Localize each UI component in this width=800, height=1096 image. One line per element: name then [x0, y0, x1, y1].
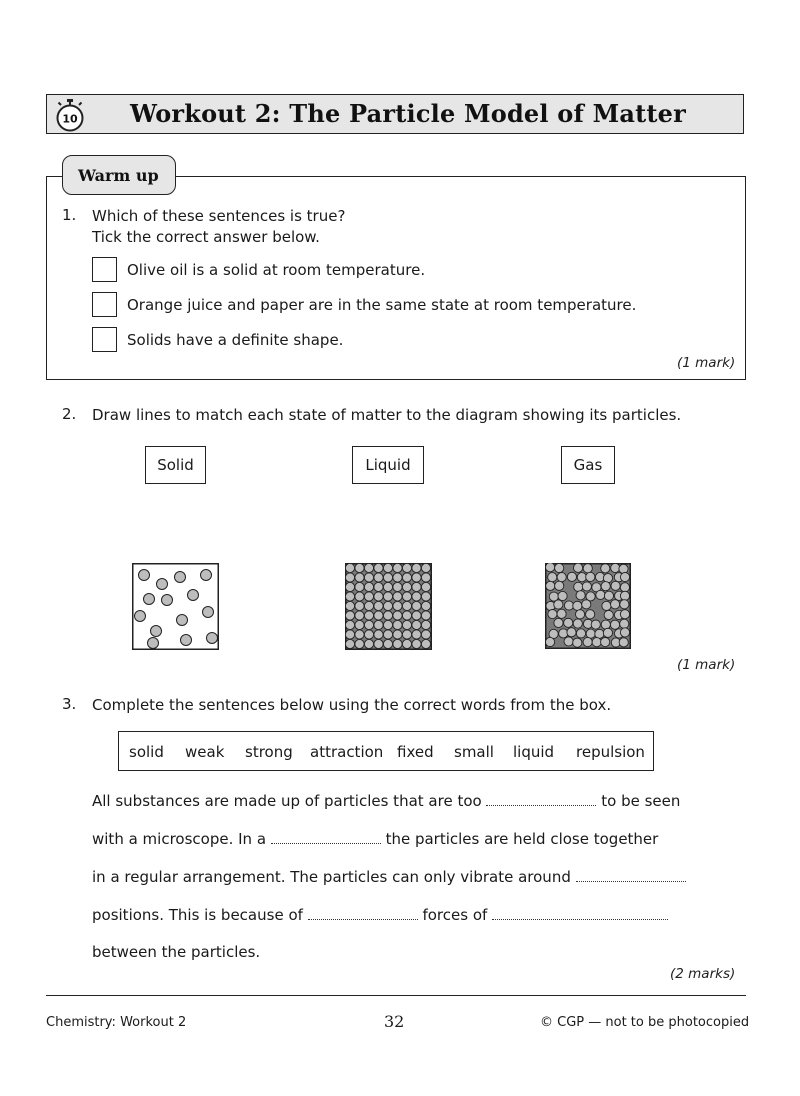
sentence-1-end: to be seen: [601, 792, 681, 810]
liquid-particle: [582, 600, 591, 609]
liquid-particle: [601, 637, 610, 646]
liquid-particle: [604, 610, 613, 619]
solid-particle: [374, 620, 383, 629]
liquid-particle: [558, 591, 567, 600]
blank-4[interactable]: [308, 905, 418, 920]
liquid-particle: [573, 563, 582, 572]
solid-particle: [383, 582, 392, 591]
question-3-text: Complete the sentences below using the correct words from the box.: [92, 696, 612, 714]
liquid-particle: [604, 591, 613, 600]
sentence-3-start: in a regular arrangement. The particles can only vibrate around: [92, 868, 571, 886]
liquid-particle: [611, 581, 620, 590]
solid-particle: [383, 611, 392, 620]
sentence-line-4: [92, 905, 668, 924]
solid-particle: [393, 620, 402, 629]
solid-particle: [364, 611, 373, 620]
solid-particle: [393, 563, 402, 572]
solid-particle: [402, 639, 411, 648]
blank-3[interactable]: [576, 867, 686, 882]
option-3-label: Solids have a definite shape.: [127, 331, 344, 349]
solid-particle: [412, 639, 421, 648]
solid-particle: [383, 573, 392, 582]
liquid-particle: [554, 600, 563, 609]
solid-particle: [393, 582, 402, 591]
liquid-particle: [619, 638, 628, 647]
word-weak: weak: [185, 743, 225, 761]
question-2-marks: (1 mark): [677, 657, 736, 673]
liquid-particle: [591, 620, 600, 629]
sentence-line-1: [92, 791, 680, 810]
solid-particle: [374, 601, 383, 610]
solid-particle: [383, 563, 392, 572]
liquid-particle: [546, 581, 555, 590]
state-box-gas[interactable]: [561, 446, 615, 484]
liquid-particle: [611, 563, 620, 572]
solid-particle: [402, 573, 411, 582]
liquid-particle: [548, 609, 557, 618]
solid-particle: [345, 620, 354, 629]
liquid-particle: [564, 618, 573, 627]
solid-particle: [345, 563, 354, 572]
page-title: Workout 2: The Particle Model of Matter: [130, 99, 686, 128]
solid-particle: [364, 620, 373, 629]
solid-particle: [374, 639, 383, 648]
solid-particle: [355, 639, 364, 648]
solid-particle: [402, 601, 411, 610]
word-attraction: attraction: [310, 743, 384, 761]
liquid-particle: [548, 573, 557, 582]
question-1-number: 1.: [62, 206, 77, 224]
solid-particle: [402, 592, 411, 601]
liquid-particle: [545, 637, 554, 646]
sentence-line-2: [92, 829, 658, 848]
question-1-text: Which of these sentences is true?: [92, 207, 346, 225]
warm-up-label: Warm up: [78, 166, 159, 185]
solid-particle: [383, 639, 392, 648]
liquid-particle: [620, 619, 629, 628]
solid-particle: [402, 630, 411, 639]
solid-particle: [402, 563, 411, 572]
liquid-particle: [620, 610, 629, 619]
solid-particle: [374, 582, 383, 591]
sentence-4-start: positions. This is because of: [92, 906, 303, 924]
solid-particle: [393, 601, 402, 610]
liquid-particle: [576, 629, 585, 638]
solid-particle: [412, 620, 421, 629]
gas-particles-diagram[interactable]: [132, 563, 219, 650]
solid-particle: [374, 563, 383, 572]
solid-particle: [355, 620, 364, 629]
solid-particle: [402, 620, 411, 629]
liquid-particle: [567, 572, 576, 581]
liquid-particle: [603, 628, 612, 637]
word-small: small: [454, 743, 494, 761]
liquid-particle: [555, 563, 564, 572]
liquid-particles-diagram[interactable]: [545, 563, 631, 649]
solid-particle: [364, 592, 373, 601]
solid-particle: [383, 630, 392, 639]
solid-particle: [345, 611, 354, 620]
liquid-particle: [555, 581, 564, 590]
liquid-particle: [601, 564, 610, 573]
liquid-particle: [601, 582, 610, 591]
liquid-particle: [554, 618, 563, 627]
solid-particle: [402, 611, 411, 620]
liquid-particle: [620, 600, 629, 609]
liquid-particle: [620, 628, 629, 637]
solid-particle: [412, 573, 421, 582]
word-repulsion: repulsion: [576, 743, 645, 761]
question-1-instruction: Tick the correct answer below.: [92, 228, 320, 246]
solid-particle: [364, 601, 373, 610]
blank-1[interactable]: [486, 791, 596, 806]
solid-particle: [421, 611, 430, 620]
state-box-solid[interactable]: [145, 446, 206, 484]
word-fixed: fixed: [397, 743, 434, 761]
solid-particle: [421, 592, 430, 601]
solid-particle: [355, 611, 364, 620]
solid-particle: [393, 573, 402, 582]
solid-particle: [374, 611, 383, 620]
solid-particle: [402, 582, 411, 591]
solid-particle: [412, 563, 421, 572]
tick-box-option-1[interactable]: [92, 257, 117, 282]
solid-particle: [393, 611, 402, 620]
solid-particle: [383, 601, 392, 610]
liquid-particle: [583, 637, 592, 646]
word-solid: solid: [129, 743, 164, 761]
liquid-particle: [574, 582, 583, 591]
solid-particle: [421, 573, 430, 582]
solid-particle: [364, 639, 373, 648]
question-3-number: 3.: [62, 695, 77, 713]
stopwatch-icon: [54, 98, 86, 132]
solid-particle: [412, 611, 421, 620]
solid-particle: [421, 601, 430, 610]
tick-box-option-3[interactable]: [92, 327, 117, 352]
solid-particle: [355, 563, 364, 572]
liquid-particle: [583, 564, 592, 573]
word-strong: strong: [245, 743, 293, 761]
solid-particle: [345, 582, 354, 591]
liquid-particle: [602, 601, 611, 610]
liquid-particle: [619, 564, 628, 573]
solid-particle: [421, 620, 430, 629]
solid-particle: [421, 582, 430, 591]
solid-particle: [383, 592, 392, 601]
sentence-1-start: All substances are made up of particles that are too: [92, 792, 482, 810]
solid-particle: [364, 563, 373, 572]
solid-particle: [412, 582, 421, 591]
solid-particle: [355, 592, 364, 601]
solid-particle: [383, 620, 392, 629]
solid-particle: [412, 592, 421, 601]
solid-particle: [421, 639, 430, 648]
solid-particle: [355, 582, 364, 591]
liquid-particle: [576, 591, 585, 600]
liquid-particle: [564, 601, 573, 610]
liquid-particle: [620, 583, 629, 592]
liquid-particle: [601, 620, 610, 629]
liquid-particle: [573, 601, 582, 610]
liquid-particle: [573, 638, 582, 647]
sentence-4-middle: forces of: [422, 906, 488, 924]
liquid-particle: [620, 573, 629, 582]
liquid-particle: [557, 609, 566, 618]
liquid-particle: [567, 628, 576, 637]
liquid-particle: [586, 610, 595, 619]
sentence-line-5: between the particles.: [92, 943, 261, 961]
word-liquid: liquid: [513, 743, 555, 761]
solid-particle: [355, 630, 364, 639]
liquid-particle: [573, 619, 582, 628]
liquid-particle: [586, 572, 595, 581]
solid-particle: [364, 582, 373, 591]
solid-particle: [374, 573, 383, 582]
solid-particle: [345, 630, 354, 639]
liquid-particle: [559, 629, 568, 638]
solid-particle: [412, 601, 421, 610]
solid-particle: [355, 601, 364, 610]
footer-divider: [46, 995, 746, 996]
question-1-marks: (1 mark): [677, 355, 736, 371]
footer-left-text: Chemistry: Workout 2: [46, 1015, 187, 1030]
liquid-particle: [564, 637, 573, 646]
question-2-text: Draw lines to match each state of matter to the diagram showing its particles.: [92, 406, 682, 424]
question-2-number: 2.: [62, 405, 77, 423]
solid-particles-diagram[interactable]: [345, 563, 432, 650]
question-3-marks: (2 marks): [670, 966, 736, 982]
liquid-particle: [575, 610, 584, 619]
solid-particle: [393, 630, 402, 639]
liquid-particle: [592, 638, 601, 647]
sentence-2-end: the particles are held close together: [385, 830, 659, 848]
solid-particle: [374, 592, 383, 601]
footer-right-text: © CGP — not to be photocopied: [540, 1015, 750, 1030]
solid-particle: [393, 592, 402, 601]
solid-particle: [374, 630, 383, 639]
solid-particle: [364, 630, 373, 639]
tick-box-option-2[interactable]: [92, 292, 117, 317]
state-label-solid: Solid: [157, 456, 194, 474]
solid-particle: [355, 573, 364, 582]
blank-5[interactable]: [492, 905, 668, 920]
solid-particle: [421, 630, 430, 639]
solid-particle: [345, 592, 354, 601]
solid-particle: [412, 630, 421, 639]
liquid-particle: [620, 591, 629, 600]
sentence-line-3: [92, 867, 686, 886]
liquid-particle: [610, 600, 619, 609]
page-number: 32: [384, 1012, 405, 1031]
solid-particle: [393, 639, 402, 648]
liquid-particle: [596, 590, 605, 599]
solid-particle: [345, 573, 354, 582]
sentence-2-start: with a microscope. In a: [92, 830, 267, 848]
solid-particle: [421, 563, 430, 572]
solid-particle: [345, 601, 354, 610]
option-2-label: Orange juice and paper are in the same state at room temperature.: [127, 296, 637, 314]
liquid-particle: [586, 629, 595, 638]
timer-minutes: 10: [62, 112, 78, 126]
option-1-label: Olive oil is a solid at room temperature.: [127, 261, 426, 279]
liquid-particle: [595, 629, 604, 638]
liquid-particle: [546, 563, 555, 572]
state-label-liquid: Liquid: [365, 456, 411, 474]
state-label-gas: Gas: [573, 456, 603, 474]
solid-particle: [345, 639, 354, 648]
blank-2[interactable]: [271, 829, 381, 844]
state-box-liquid[interactable]: [352, 446, 424, 484]
liquid-particle: [610, 620, 619, 629]
liquid-particle: [582, 582, 591, 591]
solid-particle: [364, 573, 373, 582]
liquid-particle: [557, 573, 566, 582]
liquid-particle: [577, 573, 586, 582]
